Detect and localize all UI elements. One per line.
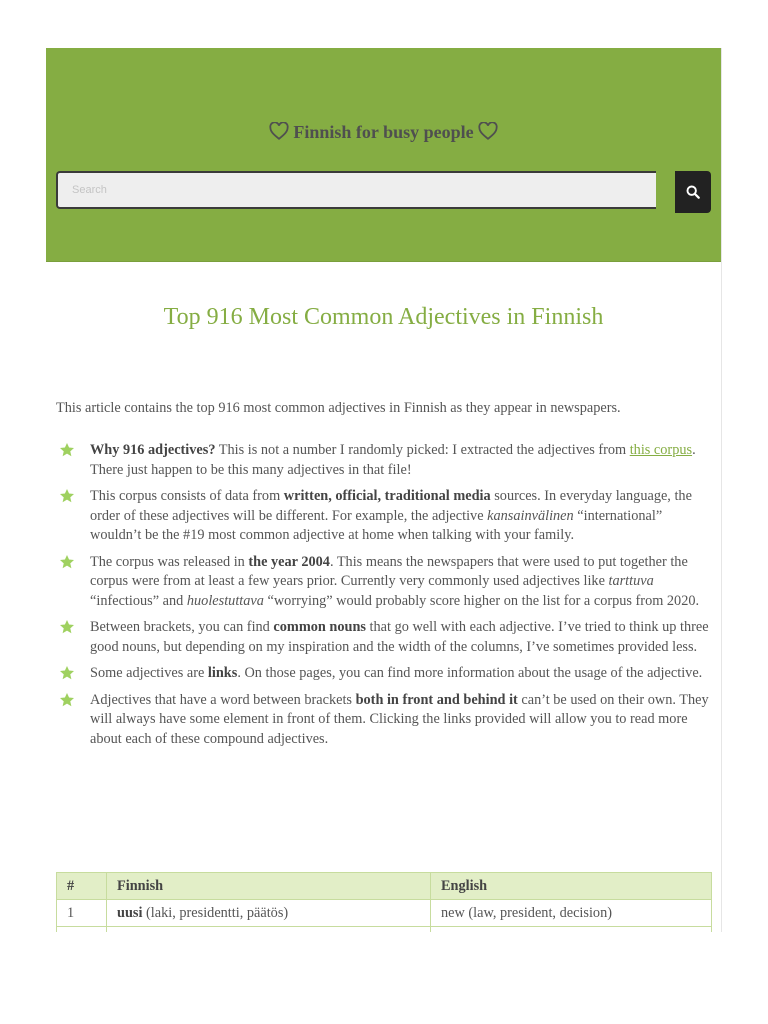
finnish-cell	[107, 927, 431, 933]
table-row	[57, 900, 712, 927]
heart-right-icon	[478, 122, 498, 140]
bullet-text: sources. In everyday language, the order of these adjectives will be different. For example, the adjective	[90, 488, 692, 524]
bullet-strong: the year 2004	[248, 553, 330, 570]
list-item	[56, 691, 711, 750]
bullet-text: . This means the newspapers that were used to put together the corpus were from at least a few years prior. Currently very commonly used adjectives like	[90, 553, 688, 589]
finnish-nouns: (laki, presidentti, päätös)	[142, 904, 289, 921]
column-header-english: English	[431, 873, 712, 900]
article-title: Top 916 Most Common Adjectives in Finnish	[163, 304, 604, 330]
site-header	[46, 48, 721, 262]
info-bullet-list	[56, 441, 711, 756]
bullet-text: Adjectives that have a word between brackets	[90, 691, 356, 708]
page-container	[46, 48, 722, 932]
list-item	[56, 487, 711, 546]
bullet-italic: tarttuva	[608, 573, 654, 589]
bullet-text: This is not a number I randomly picked: I extracted the adjectives from	[215, 442, 630, 458]
bullet-text: “worrying” would probably score higher on the list for a corpus from 2020.	[263, 592, 700, 609]
bullet-italic: huolestuttava	[186, 592, 264, 609]
star-icon	[59, 554, 75, 570]
bullet-text: Some adjectives are	[90, 665, 208, 681]
bullet-text: . On those pages, you can find more information about the usage of the adjective.	[237, 665, 703, 681]
list-item	[56, 553, 711, 612]
table-header-row	[57, 873, 712, 900]
bullet-text: that go well with each adjective. I’ve tried to think up three good nouns, but depending on my inspiration and the width of the columns, I’ve sometimes provided less.	[90, 619, 709, 655]
star-icon	[59, 619, 75, 635]
bullet-strong: common nouns	[273, 619, 366, 635]
bullet-strong: links	[207, 665, 238, 681]
row-number: 1	[57, 900, 107, 927]
finnish-adjective: uusi	[117, 904, 143, 921]
bullet-text: “infectious” and	[90, 592, 187, 609]
corpus-link[interactable]: this corpus	[629, 442, 693, 458]
site-title[interactable]	[46, 122, 721, 143]
row-number	[57, 927, 107, 933]
bullet-strong: written, official, traditional media	[283, 488, 491, 504]
bullet-text: . There just happen to be this many adjectives in that file!	[90, 442, 696, 478]
intro-paragraph: This article contains the top 916 most common adjectives in Finnish as they appear in newspapers.	[56, 400, 621, 416]
star-icon	[59, 665, 75, 681]
bullet-italic: kansainvälinen	[487, 507, 574, 524]
star-icon	[59, 488, 75, 504]
column-header-finnish: Finnish	[107, 873, 431, 900]
bullet-strong: Why 916 adjectives?	[90, 442, 216, 458]
list-item	[56, 618, 711, 657]
english-cell	[431, 927, 712, 933]
bullet-text: can’t be used on their own. They will always have some element in front of them. Clicking the links provided will allow you to read more about each of these compound adjectives.	[90, 691, 709, 747]
adjectives-table	[56, 872, 712, 932]
star-icon	[59, 442, 75, 458]
search-icon	[686, 185, 700, 199]
english-cell: new (law, president, decision)	[431, 900, 712, 927]
column-header-number: #	[57, 873, 107, 900]
list-item	[56, 664, 711, 684]
bullet-text: This corpus consists of data from	[90, 488, 284, 504]
bullet-text: “international” wouldn’t be the #19 most common adjective at home when talking with your family.	[90, 507, 663, 543]
bullet-text: The corpus was released in	[90, 553, 249, 570]
table-row	[57, 927, 712, 933]
site-title-text: Finnish for busy people	[293, 122, 474, 142]
bullet-text: Between brackets, you can find	[90, 619, 274, 635]
search-input[interactable]	[56, 171, 656, 209]
heart-left-icon	[269, 122, 289, 140]
finnish-cell	[107, 900, 431, 927]
search-button[interactable]	[675, 171, 711, 213]
bullet-strong: both in front and behind it	[355, 691, 518, 708]
star-icon	[59, 692, 75, 708]
list-item	[56, 441, 711, 480]
